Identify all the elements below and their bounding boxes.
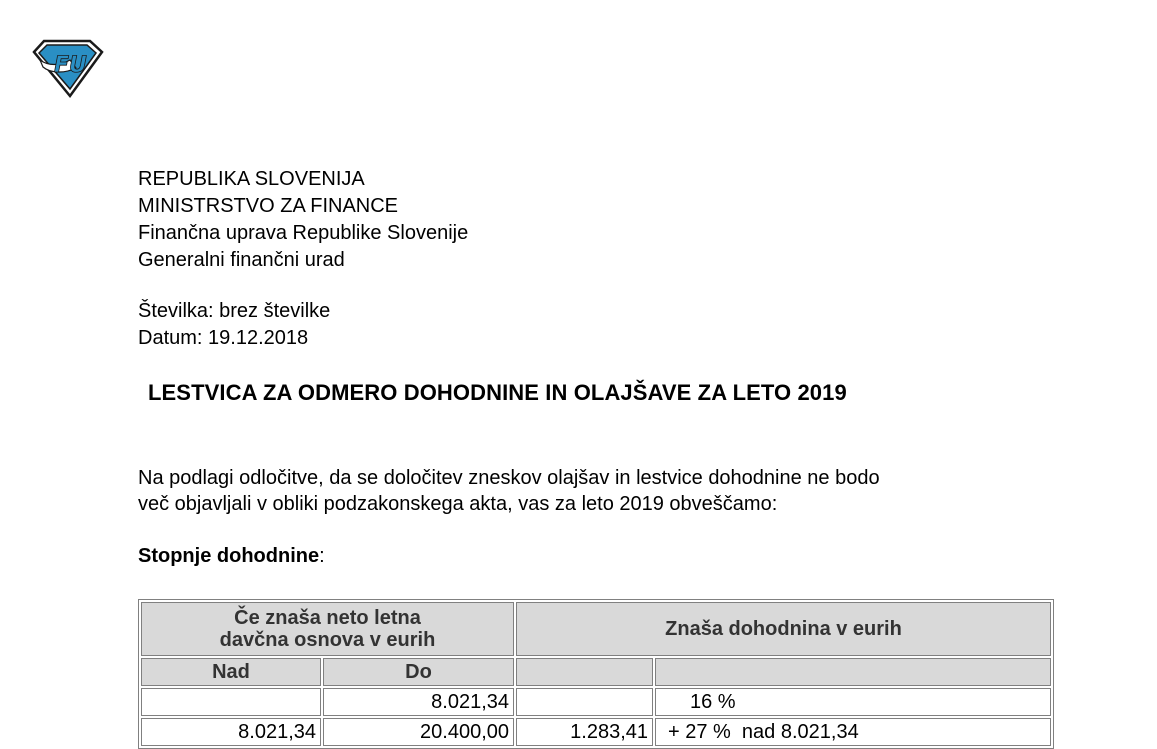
cell-rate: + 27 % nad 8.021,34 — [655, 718, 1051, 746]
rates-heading-label: Stopnje dohodnine — [138, 545, 320, 567]
document-title: LESTVICA ZA ODMERO DOHODNINE IN OLAJŠAVE ZA LETO 2019 — [148, 380, 847, 405]
issuer-line-3: Finančna uprava Republike Slovenije — [138, 222, 469, 244]
header-tax-amount: Znaša dohodnina v eurih — [516, 602, 1051, 656]
cell-base-tax: 1.283,41 — [516, 718, 653, 746]
rates-heading-suffix: : — [319, 545, 325, 567]
table-header-row — [141, 602, 1051, 656]
fu-logo — [30, 38, 104, 100]
header-over: Nad — [141, 658, 321, 686]
header-blank-1 — [516, 658, 653, 686]
header-to: Do — [323, 658, 514, 686]
issuer-line-2: MINISTRSTVO ZA FINANCE — [138, 195, 399, 217]
header-blank-2 — [655, 658, 1051, 686]
table-row — [141, 688, 1051, 716]
intro-line-2: več objavljali v obliki podzakonskega akta, vas za leto 2019 obveščamo: — [138, 493, 778, 515]
tax-rates-table — [138, 599, 1054, 749]
cell-to: 8.021,34 — [323, 688, 514, 716]
document-meta — [138, 298, 330, 352]
logo-letters: FU — [54, 53, 87, 78]
issuer-line-4: Generalni finančni urad — [138, 249, 345, 271]
document-date: Datum: 19.12.2018 — [138, 327, 309, 349]
header-tax-base — [141, 602, 514, 656]
cell-to: 20.400,00 — [323, 718, 514, 746]
header-tax-base-line-2: davčna osnova v eurih — [219, 629, 436, 651]
table-subheader-row — [141, 658, 1051, 686]
cell-over: 8.021,34 — [141, 718, 321, 746]
intro-paragraph — [138, 465, 1028, 517]
cell-rate: 16 % — [655, 688, 1051, 716]
issuer-line-1: REPUBLIKA SLOVENIJA — [138, 168, 365, 190]
cell-over — [141, 688, 321, 716]
issuer-block — [138, 166, 468, 274]
cell-base-tax — [516, 688, 653, 716]
header-tax-base-line-1: Če znaša neto letna — [234, 607, 421, 629]
table-row — [141, 718, 1051, 746]
document-number: Številka: brez številke — [138, 300, 331, 322]
intro-line-1: Na podlagi odločitve, da se določitev zneskov olajšav in lestvice dohodnine ne bodo — [138, 467, 880, 489]
rates-heading — [138, 545, 325, 568]
